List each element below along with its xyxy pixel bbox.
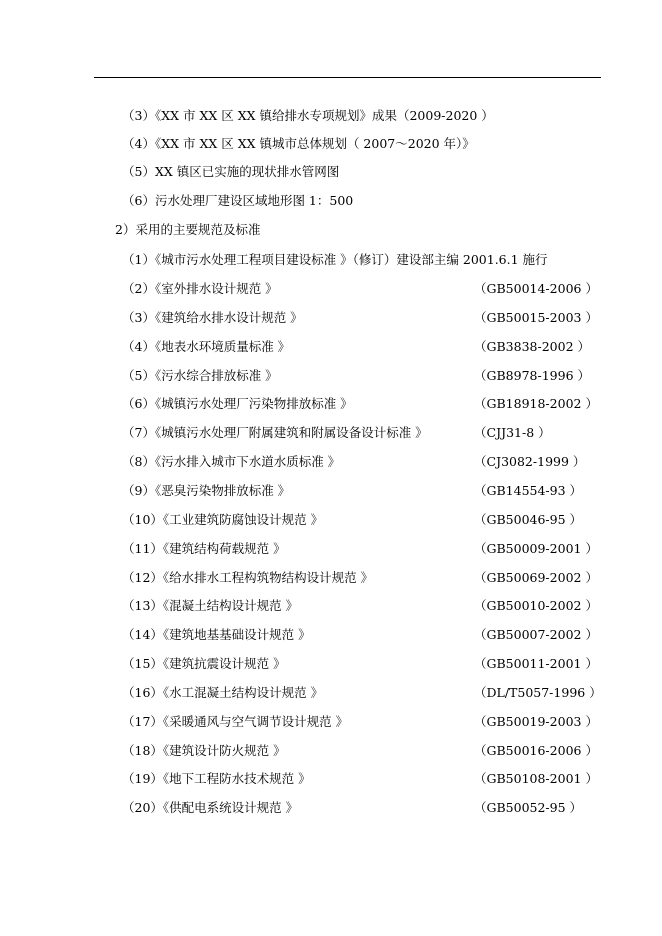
standard-name: （15）《建筑抗震设计规范 》: [122, 656, 286, 671]
standard-name: （13）《混凝土结构设计规范 》: [122, 598, 299, 613]
standard-code: （DL/T5057-1996 ）: [474, 685, 602, 700]
standard-code: （GB50019-2003 ）: [474, 714, 598, 729]
standard-code: （GB50015-2003 ）: [474, 310, 598, 325]
standard-code: （CJJ31-8 ）: [474, 425, 551, 440]
standard-code: （GB50069-2002 ）: [474, 570, 598, 585]
standard-name: （5）《污水综合排放标准 》: [122, 368, 278, 383]
standard-code: （GB50016-2006 ）: [474, 743, 598, 758]
standard-intro: （1）《城市污水处理工程项目建设标准 》（修订）建设部主编 2001.6.1 施行: [122, 252, 548, 267]
standard-name: （11）《建筑结构荷载规范 》: [122, 541, 286, 556]
section-heading: 2）采用的主要规范及标准: [115, 222, 261, 237]
standard-code: （GB8978-1996 ）: [474, 368, 590, 383]
standard-name: （7）《城镇污水处理厂附属建筑和附属设备设计标准 》: [122, 425, 428, 440]
source-item: （3）《XX 市 XX 区 XX 镇给排水专项规划》成果（2009-2020 ）: [122, 108, 494, 123]
source-item: （6）污水处理厂建设区域地形图 1：500: [122, 193, 354, 208]
standard-code: （CJ3082-1999 ）: [474, 454, 586, 469]
standard-name: （10）《工业建筑防腐蚀设计规范 》: [122, 512, 324, 527]
standard-name: （19）《地下工程防水技术规范 》: [122, 771, 311, 786]
standard-name: （18）《建筑设计防火规范 》: [122, 743, 286, 758]
standard-code: （GB3838-2002 ）: [474, 339, 590, 354]
standard-code: （GB50052-95 ）: [474, 800, 583, 815]
standard-name: （20）《供配电系统设计规范 》: [122, 800, 299, 815]
standard-code: （GB50010-2002 ）: [474, 598, 598, 613]
standard-name: （17）《采暖通风与空气调节设计规范 》: [122, 714, 349, 729]
standard-name: （14）《建筑地基基础设计规范 》: [122, 627, 311, 642]
source-item: （5）XX 镇区已实施的现状排水管网图: [122, 164, 340, 179]
standard-code: （GB14554-93 ）: [474, 483, 583, 498]
source-item: （4）《XX 市 XX 区 XX 镇城市总体规划（ 2007～2020 年）》: [122, 136, 475, 151]
standard-code: （GB50011-2001 ）: [474, 656, 598, 671]
standard-name: （4）《地表水环境质量标准 》: [122, 339, 291, 354]
standard-code: （GB50014-2006 ）: [474, 281, 598, 296]
standard-name: （12）《给水排水工程构筑物结构设计规范 》: [122, 570, 374, 585]
standard-name: （2）《室外排水设计规范 》: [122, 281, 278, 296]
standard-name: （6）《城镇污水处理厂污染物排放标准 》: [122, 396, 353, 411]
header-rule: [94, 77, 601, 78]
standard-name: （3）《建筑给水排水设计规范 》: [122, 310, 303, 325]
standard-code: （GB50046-95 ）: [474, 512, 583, 527]
standard-name: （9）《恶臭污染物排放标准 》: [122, 483, 291, 498]
standard-code: （GB50009-2001 ）: [474, 541, 598, 556]
standard-code: （GB50108-2001 ）: [474, 771, 598, 786]
standard-code: （GB50007-2002 ）: [474, 627, 598, 642]
standard-code: （GB18918-2002 ）: [474, 396, 598, 411]
standard-name: （16）《水工混凝土结构设计规范 》: [122, 685, 324, 700]
standard-name: （8）《污水排入城市下水道水质标准 》: [122, 454, 341, 469]
